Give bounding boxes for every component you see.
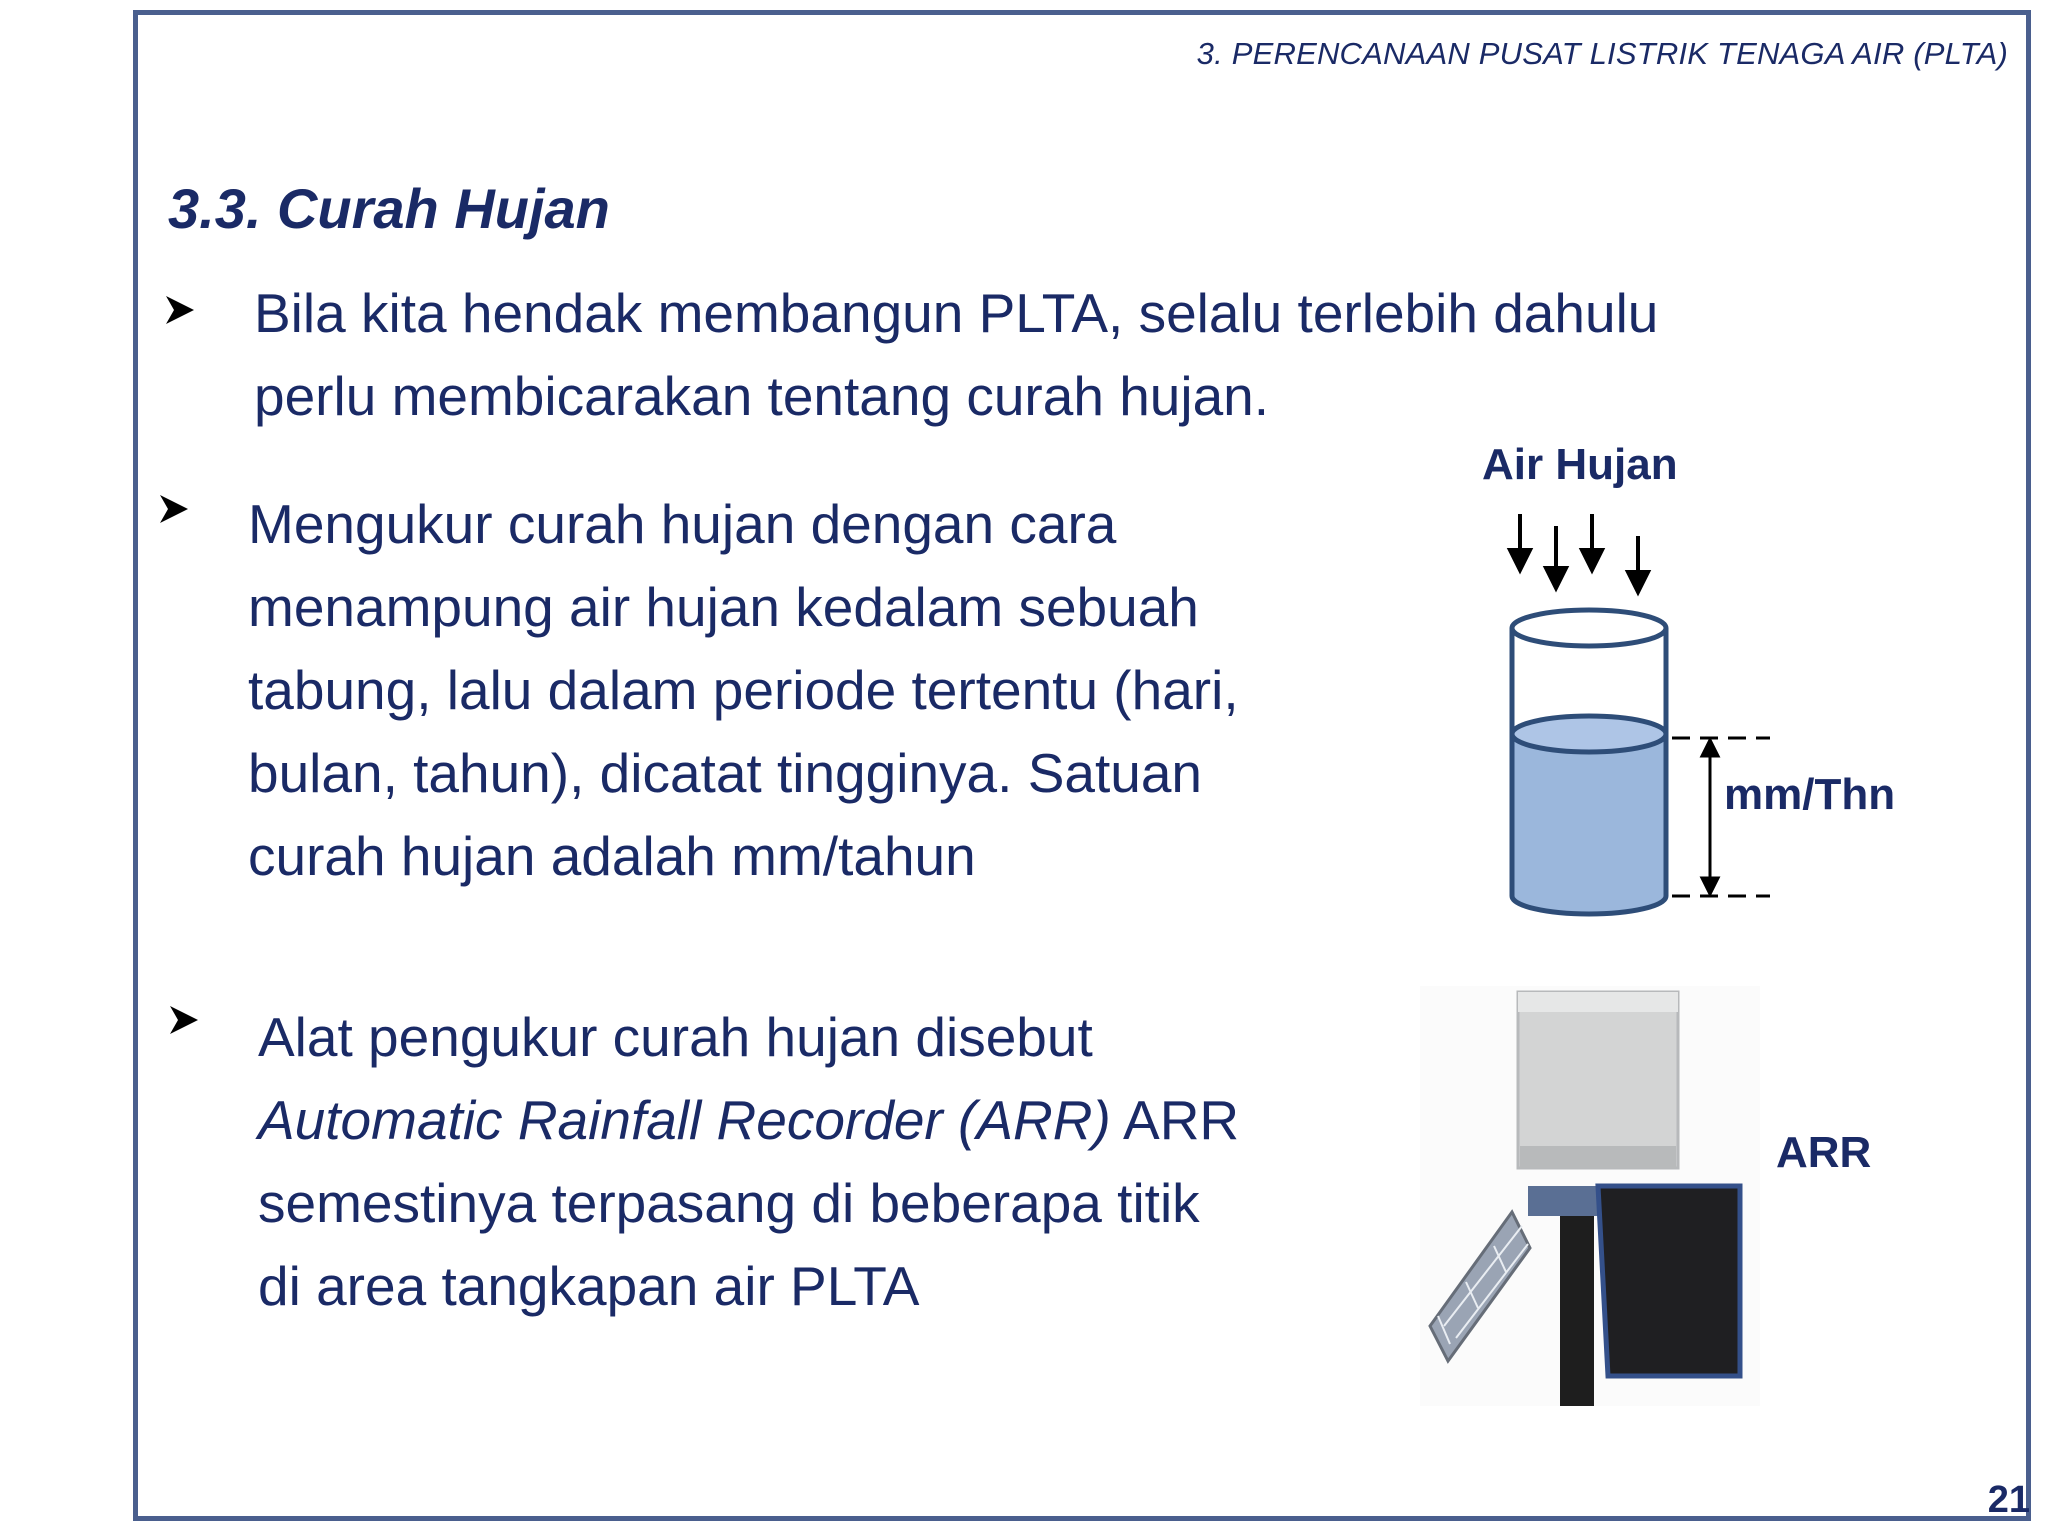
cylinder-icon (1512, 610, 1666, 914)
page-number: 21 (1987, 1479, 2030, 1521)
bullet-3-line: di area tangkapan air PLTA (258, 1255, 920, 1317)
bullet-3-line: Alat pengukur curah hujan disebut (258, 1006, 1093, 1068)
arrowhead-bullet-icon (162, 272, 198, 352)
bullet-2-line: tabung, lalu dalam periode tertentu (hari, (248, 659, 1239, 721)
slide-header: 3. PERENCANAAN PUSAT LISTRIK TENAGA AIR (PLTA) (1196, 36, 2008, 71)
bullet-3-line: semestinya terpasang di beberapa titik (258, 1172, 1200, 1234)
bullet-3-line (258, 1079, 1358, 1162)
bullet-2-line: Mengukur curah hujan dengan cara (248, 493, 1117, 555)
bullet-2-line: curah hujan adalah mm/tahun (248, 825, 976, 887)
bullet-1-line: perlu membicarakan tentang curah hujan. (254, 365, 1270, 427)
section-title: 3.3. Curah Hujan (168, 177, 610, 240)
bullet-2 (248, 483, 1448, 898)
unit-label: mm/Thn (1724, 770, 1896, 819)
bullet-1 (254, 272, 1954, 438)
arrowhead-bullet-icon (166, 996, 202, 1076)
arr-abbrev: ARR (1110, 1089, 1240, 1151)
arr-image-label: ARR (1776, 1128, 1872, 1177)
bullet-3 (258, 996, 1358, 1328)
arr-full-name: Automatic Rainfall Recorder (ARR) (258, 1089, 1111, 1151)
bullet-1-line: Bila kita hendak membangun PLTA, selalu terlebih dahulu (254, 282, 1659, 344)
bullet-2-line: bulan, tahun), dicatat tingginya. Satuan (248, 742, 1203, 804)
rain-gauge-diagram (1440, 430, 1940, 930)
arr-device-image (1420, 986, 1760, 1406)
rain-label: Air Hujan (1482, 440, 1678, 489)
bullet-2-line: menampung air hujan kedalam sebuah (248, 576, 1199, 638)
rain-arrows-icon (1510, 514, 1648, 592)
arrowhead-bullet-icon (156, 483, 192, 563)
